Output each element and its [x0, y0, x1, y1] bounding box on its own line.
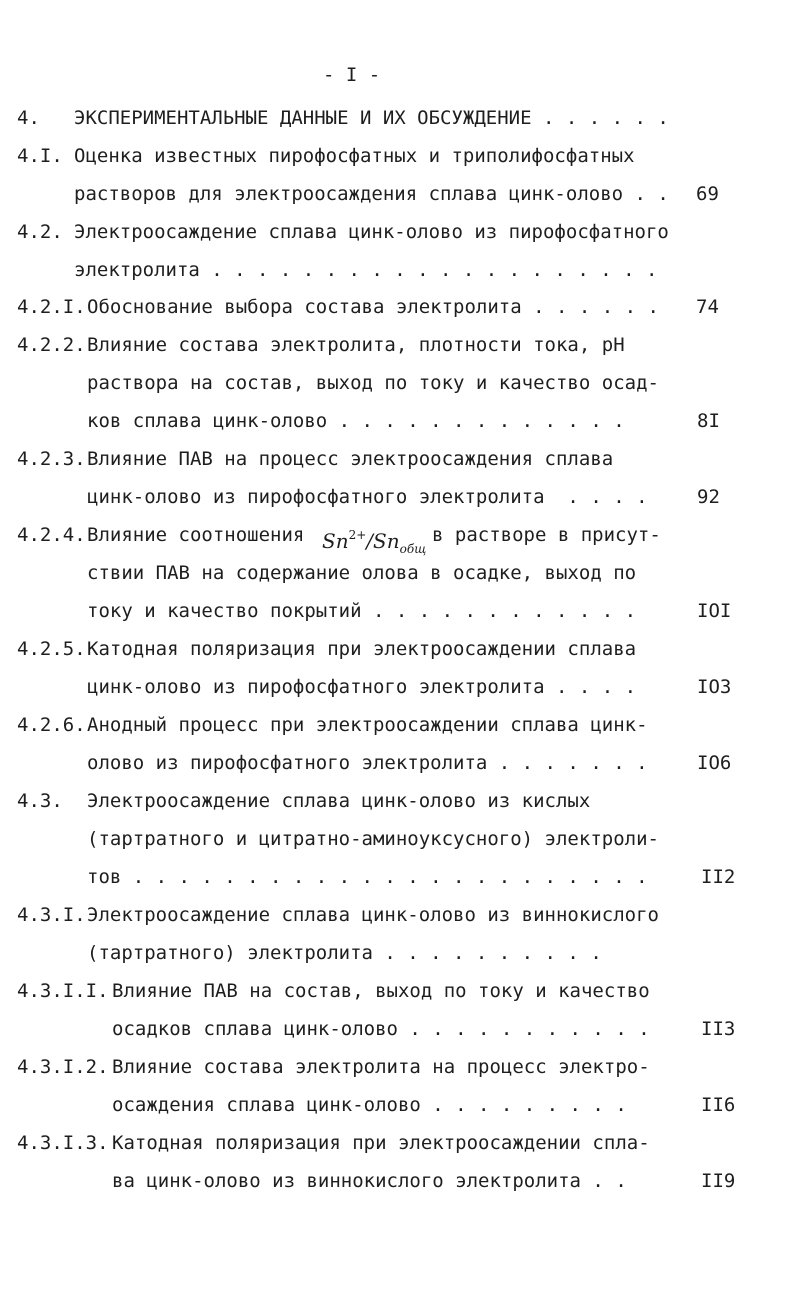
section-number: 4.2. [17, 221, 63, 243]
toc-entry [0, 292, 797, 322]
section-title: Влияние ПАВ на состав, выход по току и качество [112, 980, 650, 1002]
section-number: 4.3.I. [17, 904, 86, 926]
section-number: 4.3.I.3. [17, 1132, 109, 1154]
page-ref: II2 [701, 866, 736, 888]
page-ref: 8I [697, 410, 720, 432]
section-title: осадков сплава цинк-олово . . . . . . . . . . . [112, 1018, 650, 1040]
section-title: цинк-олово из пирофосфатного электролита . . . . [87, 676, 637, 698]
section-number: 4.2.6. [17, 714, 86, 736]
section-title: раствора на состав, выход по току и качество осад- [87, 372, 659, 394]
toc-entry-continuation [0, 938, 797, 968]
toc-entry-continuation [0, 406, 797, 436]
section-number: 4.2.4. [17, 524, 86, 546]
toc-entry-continuation [0, 824, 797, 854]
page-ref: 74 [696, 296, 719, 318]
toc-entry [0, 634, 797, 664]
section-title: Обоснование выбора состава электролита . . . . . . [87, 296, 659, 318]
toc-entry-continuation [0, 748, 797, 778]
page-ref: IO3 [697, 676, 732, 698]
section-title: ствии ПАВ на содержание олова в осадке, выход по [87, 562, 637, 584]
toc-entry [0, 444, 797, 474]
toc-entry [0, 217, 797, 247]
page-ref: IOI [697, 600, 732, 622]
toc-entry-continuation [0, 368, 797, 398]
toc-entry-continuation [0, 558, 797, 588]
section-title: Оценка известных пирофосфатных и триполифосфатных [74, 145, 635, 167]
section-title: осаждения сплава цинк-олово . . . . . . . . . [112, 1094, 627, 1116]
toc-entry [0, 900, 797, 930]
section-number: 4.I. [17, 145, 63, 167]
toc-entry [0, 1052, 797, 1082]
toc-entry [0, 976, 797, 1006]
toc-entry-continuation [0, 1014, 797, 1044]
section-title: Катодная поляризация при электроосаждении спла- [112, 1132, 650, 1154]
section-number: 4.2.5. [17, 638, 86, 660]
section-title: олово из пирофосфатного электролита . . . . . . . [87, 752, 648, 774]
toc-entry [0, 786, 797, 816]
toc-entry-continuation [0, 179, 797, 209]
page-ref: II9 [701, 1170, 736, 1192]
section-number: 4.2.3. [17, 448, 86, 470]
page-ref: II6 [701, 1094, 736, 1116]
toc-entry [0, 1128, 797, 1158]
toc-entry [0, 330, 797, 360]
toc-entry [0, 710, 797, 740]
toc-entry-continuation [0, 1090, 797, 1120]
page-ref: II3 [701, 1018, 736, 1040]
section-title: Влияние состава электролита, плотности тока, pH [87, 334, 625, 356]
section-number: 4.3.I.2. [17, 1056, 109, 1078]
toc-entry [0, 141, 797, 171]
section-title: Влияние соотношения [87, 524, 305, 546]
section-title: (тартратного и цитратно-аминоуксусного) электроли- [87, 828, 659, 850]
toc-entry-continuation [0, 862, 797, 892]
section-title: Влияние ПАВ на процесс электроосаждения сплава [87, 448, 614, 470]
section-title: электролита . . . . . . . . . . . . . . . . . . . . [74, 259, 658, 281]
section-number: 4.2.2. [17, 334, 86, 356]
toc-entry-continuation [0, 672, 797, 702]
toc-entry-continuation [0, 482, 797, 512]
section-number: 4. [17, 107, 40, 129]
section-number: 4.3.I.I. [17, 980, 109, 1002]
section-title: Анодный процесс при электроосаждении сплава цинк- [87, 714, 648, 736]
page-ref: IO6 [697, 752, 732, 774]
section-title: тов . . . . . . . . . . . . . . . . . . . . . . . [87, 866, 648, 888]
toc-entry-continuation [0, 596, 797, 626]
toc-entry-continuation [0, 255, 797, 285]
section-title: Электроосаждение сплава цинк-олово из пирофосфатного [74, 221, 669, 243]
section-title: Влияние состава электролита на процесс электро- [112, 1056, 650, 1078]
section-title: ЭКСПЕРИМЕНТАЛЬНЫЕ ДАННЫЕ И ИХ ОБСУЖДЕНИЕ . . . . . . [74, 107, 669, 129]
section-number: 4.3. [17, 790, 63, 812]
section-title: (тартратного) электролита . . . . . . . . . . [87, 942, 602, 964]
page-ref: 69 [696, 183, 719, 205]
section-number: 4.2.I. [17, 296, 86, 318]
section-title: Электроосаждение сплава цинк-олово из кислых [87, 790, 591, 812]
section-title: ков сплава цинк-олово . . . . . . . . . . . . . [87, 410, 625, 432]
section-title: Катодная поляризация при электроосаждении сплава [87, 638, 637, 660]
section-title: растворов для электроосаждения сплава цинк-олово . . [74, 183, 669, 205]
tin-ratio-formula: $Sn^{2+}/Sn_{общ}$ [322, 528, 427, 556]
document-page: - I - 4. ЭКСПЕРИМЕНТАЛЬНЫЕ ДАННЫЕ И ИХ ОБСУЖДЕНИЕ . . . . . . 4.I. Оценка известных пирофосфатных и триполифосфатных растворов для электроосаждения сплава цинк-олово . . 69 4.2. Электроосаждение сплава цинк-олово из пирофосфатного электролита . . . . . . . . . . . . . . . . . . . . 4.2.I. Обоснование выбора состава электролита . . . . . . 74 4.2.2. Влияние состава электролита, плотности тока, pH раствора на состав, выход по току и качество осад- ков сплава цинк-олово . . . . . . . . . . . . . 8I 4.2.3. Влияние ПАВ на процесс электроосаждения сплава цинк-олово из пирофосфатного электролита . . . . 92 4.2.4. Влияние соотношения $Sn^{2+}/Sn_{общ}$ в растворе в присут- ствии ПАВ на содержание олова в осадке, выход по току и качество покрытий . . . . . . . . . . . . IOI 4.2.5. Катодная поляризация при электроосаждении сплава цинк-олово из пирофосфатного электролита . . . . IO3 4.2.6. Анодный процесс при электроосаждении сплава цинк- олово из пирофосфатного электролита . . . . . . . IO6 4.3. Электроосаждение сплава цинк-олово из кислых (тартратного и цитратно-аминоуксусного) электроли- тов . . . . . . . . . . . . . . . . . . . . . . . II2 4.3.I. Электроосаждение сплава цинк-олово из виннокислого (тартратного) электролита . . . . . . . . . . 4.3.I.I. Влияние ПАВ на состав, выход по току и качество осадков сплава цинк-олово . . . . . . . . . . . II3 4.3.I.2. Влияние состава электролита на процесс электро- осаждения сплава цинк-олово . . . . . . . . . II6 4.3.I.3. Катодная поляризация при электроосаждении спла- ва цинк-олово из виннокислого электролита . . II9 [0, 0, 797, 1299]
section-title: в растворе в присут- [432, 524, 661, 546]
section-title: Электроосаждение сплава цинк-олово из виннокислого [87, 904, 659, 926]
toc-entry [0, 520, 797, 556]
page-ref: 92 [697, 486, 720, 508]
section-title: цинк-олово из пирофосфатного электролита . . . . [87, 486, 648, 508]
section-title: ва цинк-олово из виннокислого электролита . . [112, 1170, 627, 1192]
section-title: току и качество покрытий . . . . . . . . . . . . [87, 600, 637, 622]
toc-entry-continuation [0, 1166, 797, 1196]
toc-entry [0, 103, 797, 133]
